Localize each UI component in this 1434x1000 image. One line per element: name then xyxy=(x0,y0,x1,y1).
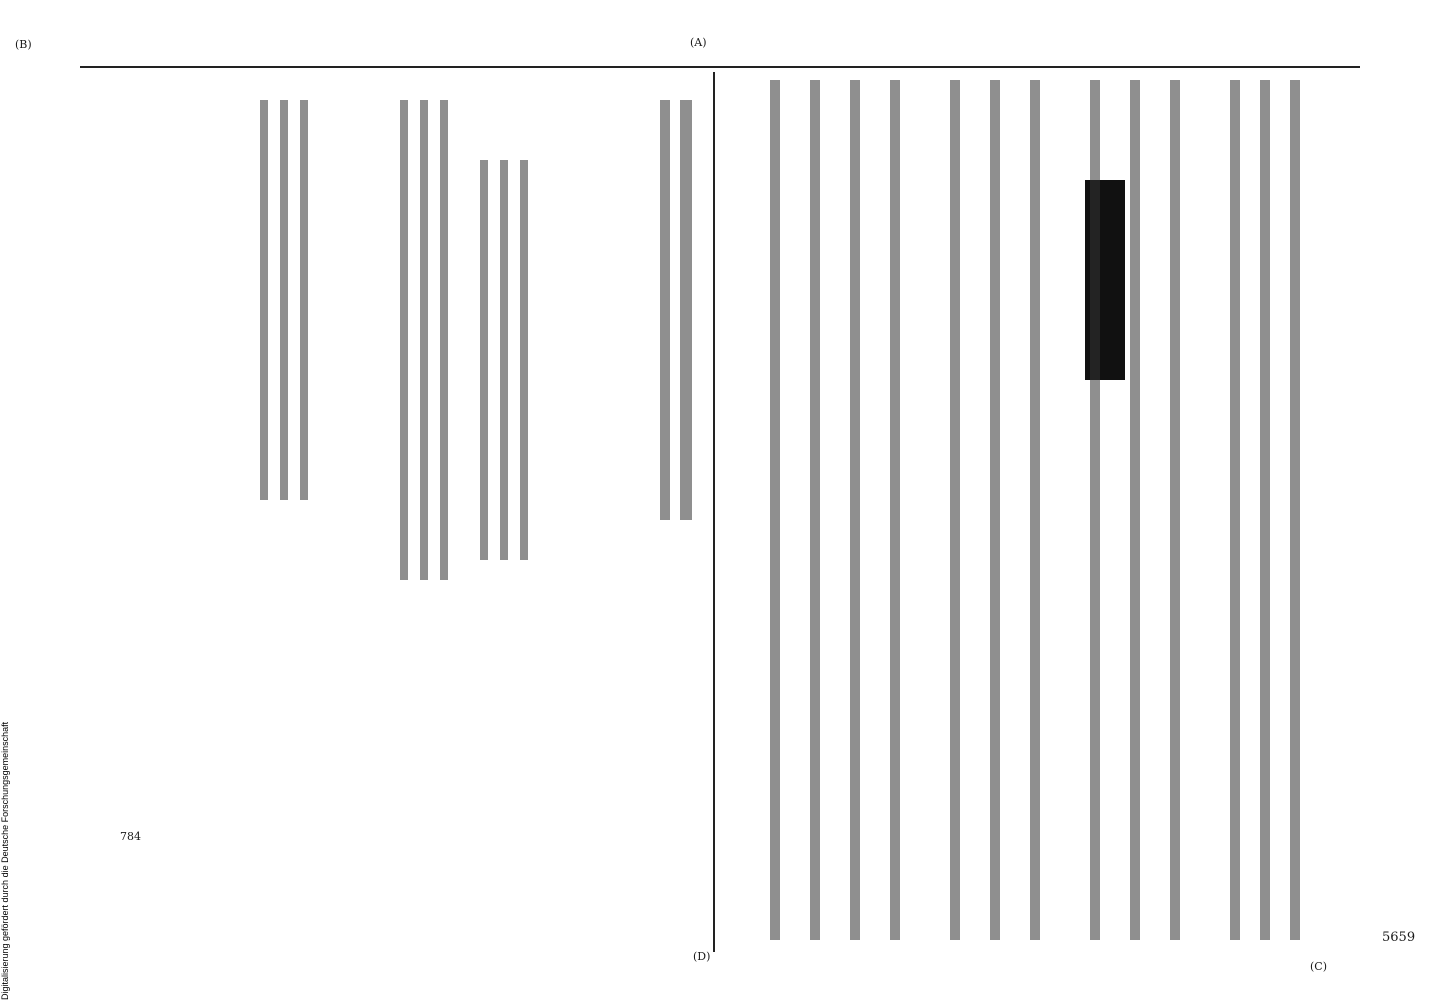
page-number: 5659 xyxy=(1382,930,1416,945)
margin-marker-right-top: (C) xyxy=(1310,960,1327,973)
header-rule xyxy=(80,66,1360,68)
contents-block xyxy=(100,80,700,950)
margin-marker-left-top: (A) xyxy=(690,36,707,49)
digitization-credit: Digitalisierung gefördert durch die Deutsche Forschungsgemeinschaft xyxy=(0,721,10,1000)
margin-marker-left-bottom: (B) xyxy=(15,38,32,51)
column-divider xyxy=(713,72,715,952)
footer-page-number: 784 xyxy=(120,830,141,843)
body-text-block xyxy=(730,80,1330,950)
margin-marker-right-middle: (D) xyxy=(693,950,711,963)
